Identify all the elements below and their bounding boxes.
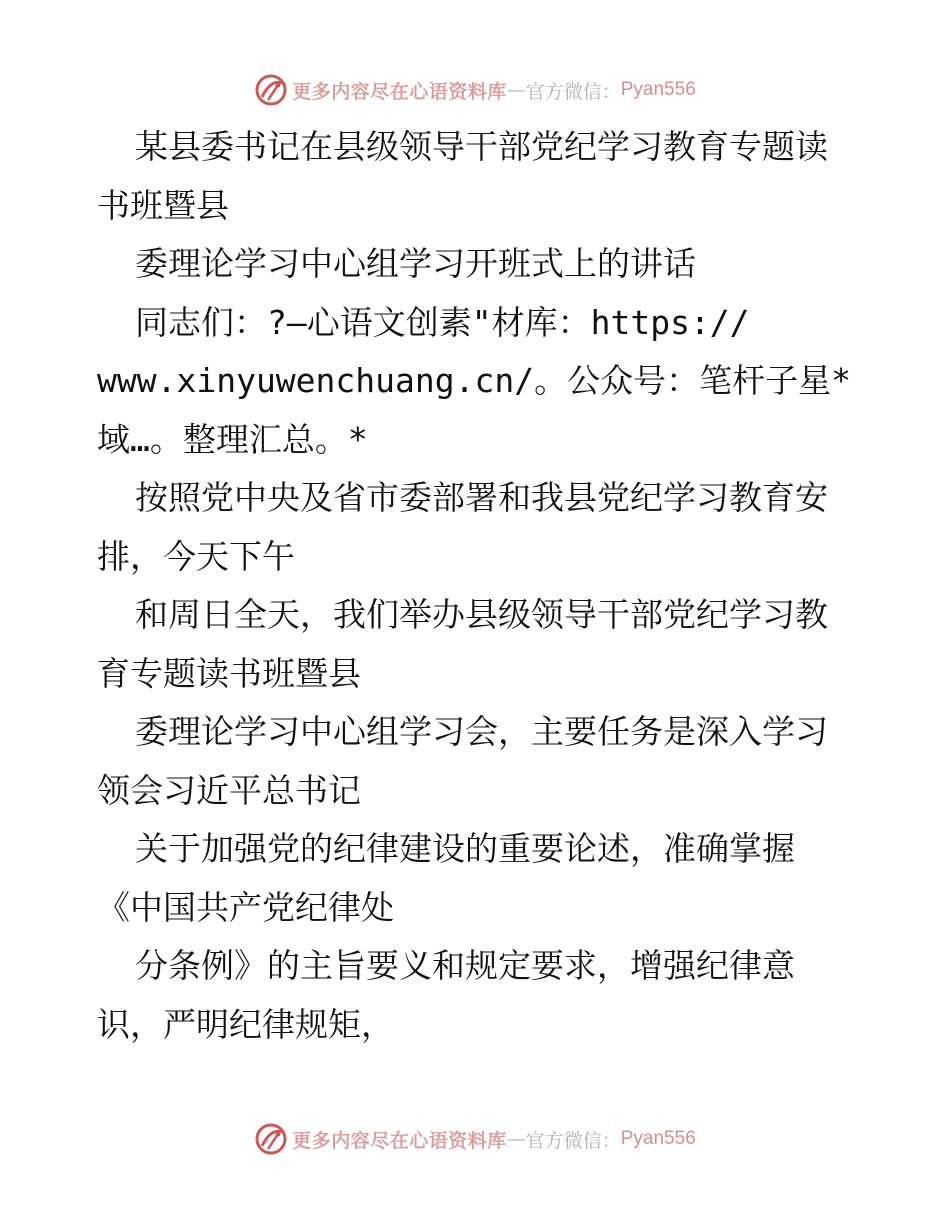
header-watermark: [0, 70, 950, 110]
watermark-contact-id: Pyan556: [620, 1128, 696, 1149]
text-line: 书班暨县: [97, 185, 229, 225]
text-line: 识，严明纪律规矩，: [97, 1004, 394, 1044]
text-line: 按照党中央及省市委部署和我县党纪学习教育安: [135, 478, 828, 517]
text-line: 某县委书记在县级领导干部党纪学习教育专题读: [135, 127, 828, 166]
text-line: 领会习近平总书记: [97, 770, 361, 810]
watermark-contact-label: 官方微信：: [525, 80, 621, 103]
brand-logo-icon: [254, 1122, 288, 1156]
text-line: 委理论学习中心组学习会，主要任务是深入学习: [135, 712, 828, 751]
text-line: 《中国共产党纪律处: [97, 887, 394, 927]
document-body: [97, 118, 857, 1054]
text-line: 排，今天下午: [97, 536, 295, 576]
text-line: 育专题读书班暨县: [97, 653, 361, 693]
watermark-contact-label: 官方微信：: [525, 1129, 621, 1152]
watermark-brand-text: 更多内容尽在心语资料库: [292, 1129, 507, 1152]
brand-logo-icon: [254, 73, 288, 107]
watermark-contact-id: Pyan556: [620, 79, 696, 100]
text-line: www.xinyuwenchuang.cn/。公众号：笔杆子星*: [97, 361, 851, 400]
text-line: 同志们：?—心语文创素"材库：https://: [135, 302, 750, 342]
footer-watermark: [0, 1119, 950, 1159]
text-line: 委理论学习中心组学习开班式上的讲话: [135, 244, 696, 283]
watermark-separator: —: [506, 1128, 526, 1150]
watermark-separator: —: [506, 79, 526, 101]
watermark-brand-text: 更多内容尽在心语资料库: [292, 80, 507, 103]
text-line: 关于加强党的纪律建设的重要论述，准确掌握: [135, 829, 795, 868]
text-line: 域…。整理汇总。*: [97, 419, 368, 459]
text-line: 分条例》的主旨要义和规定要求，增强纪律意: [135, 946, 795, 985]
text-line: 和周日全天，我们举办县级领导干部党纪学习教: [135, 595, 828, 634]
